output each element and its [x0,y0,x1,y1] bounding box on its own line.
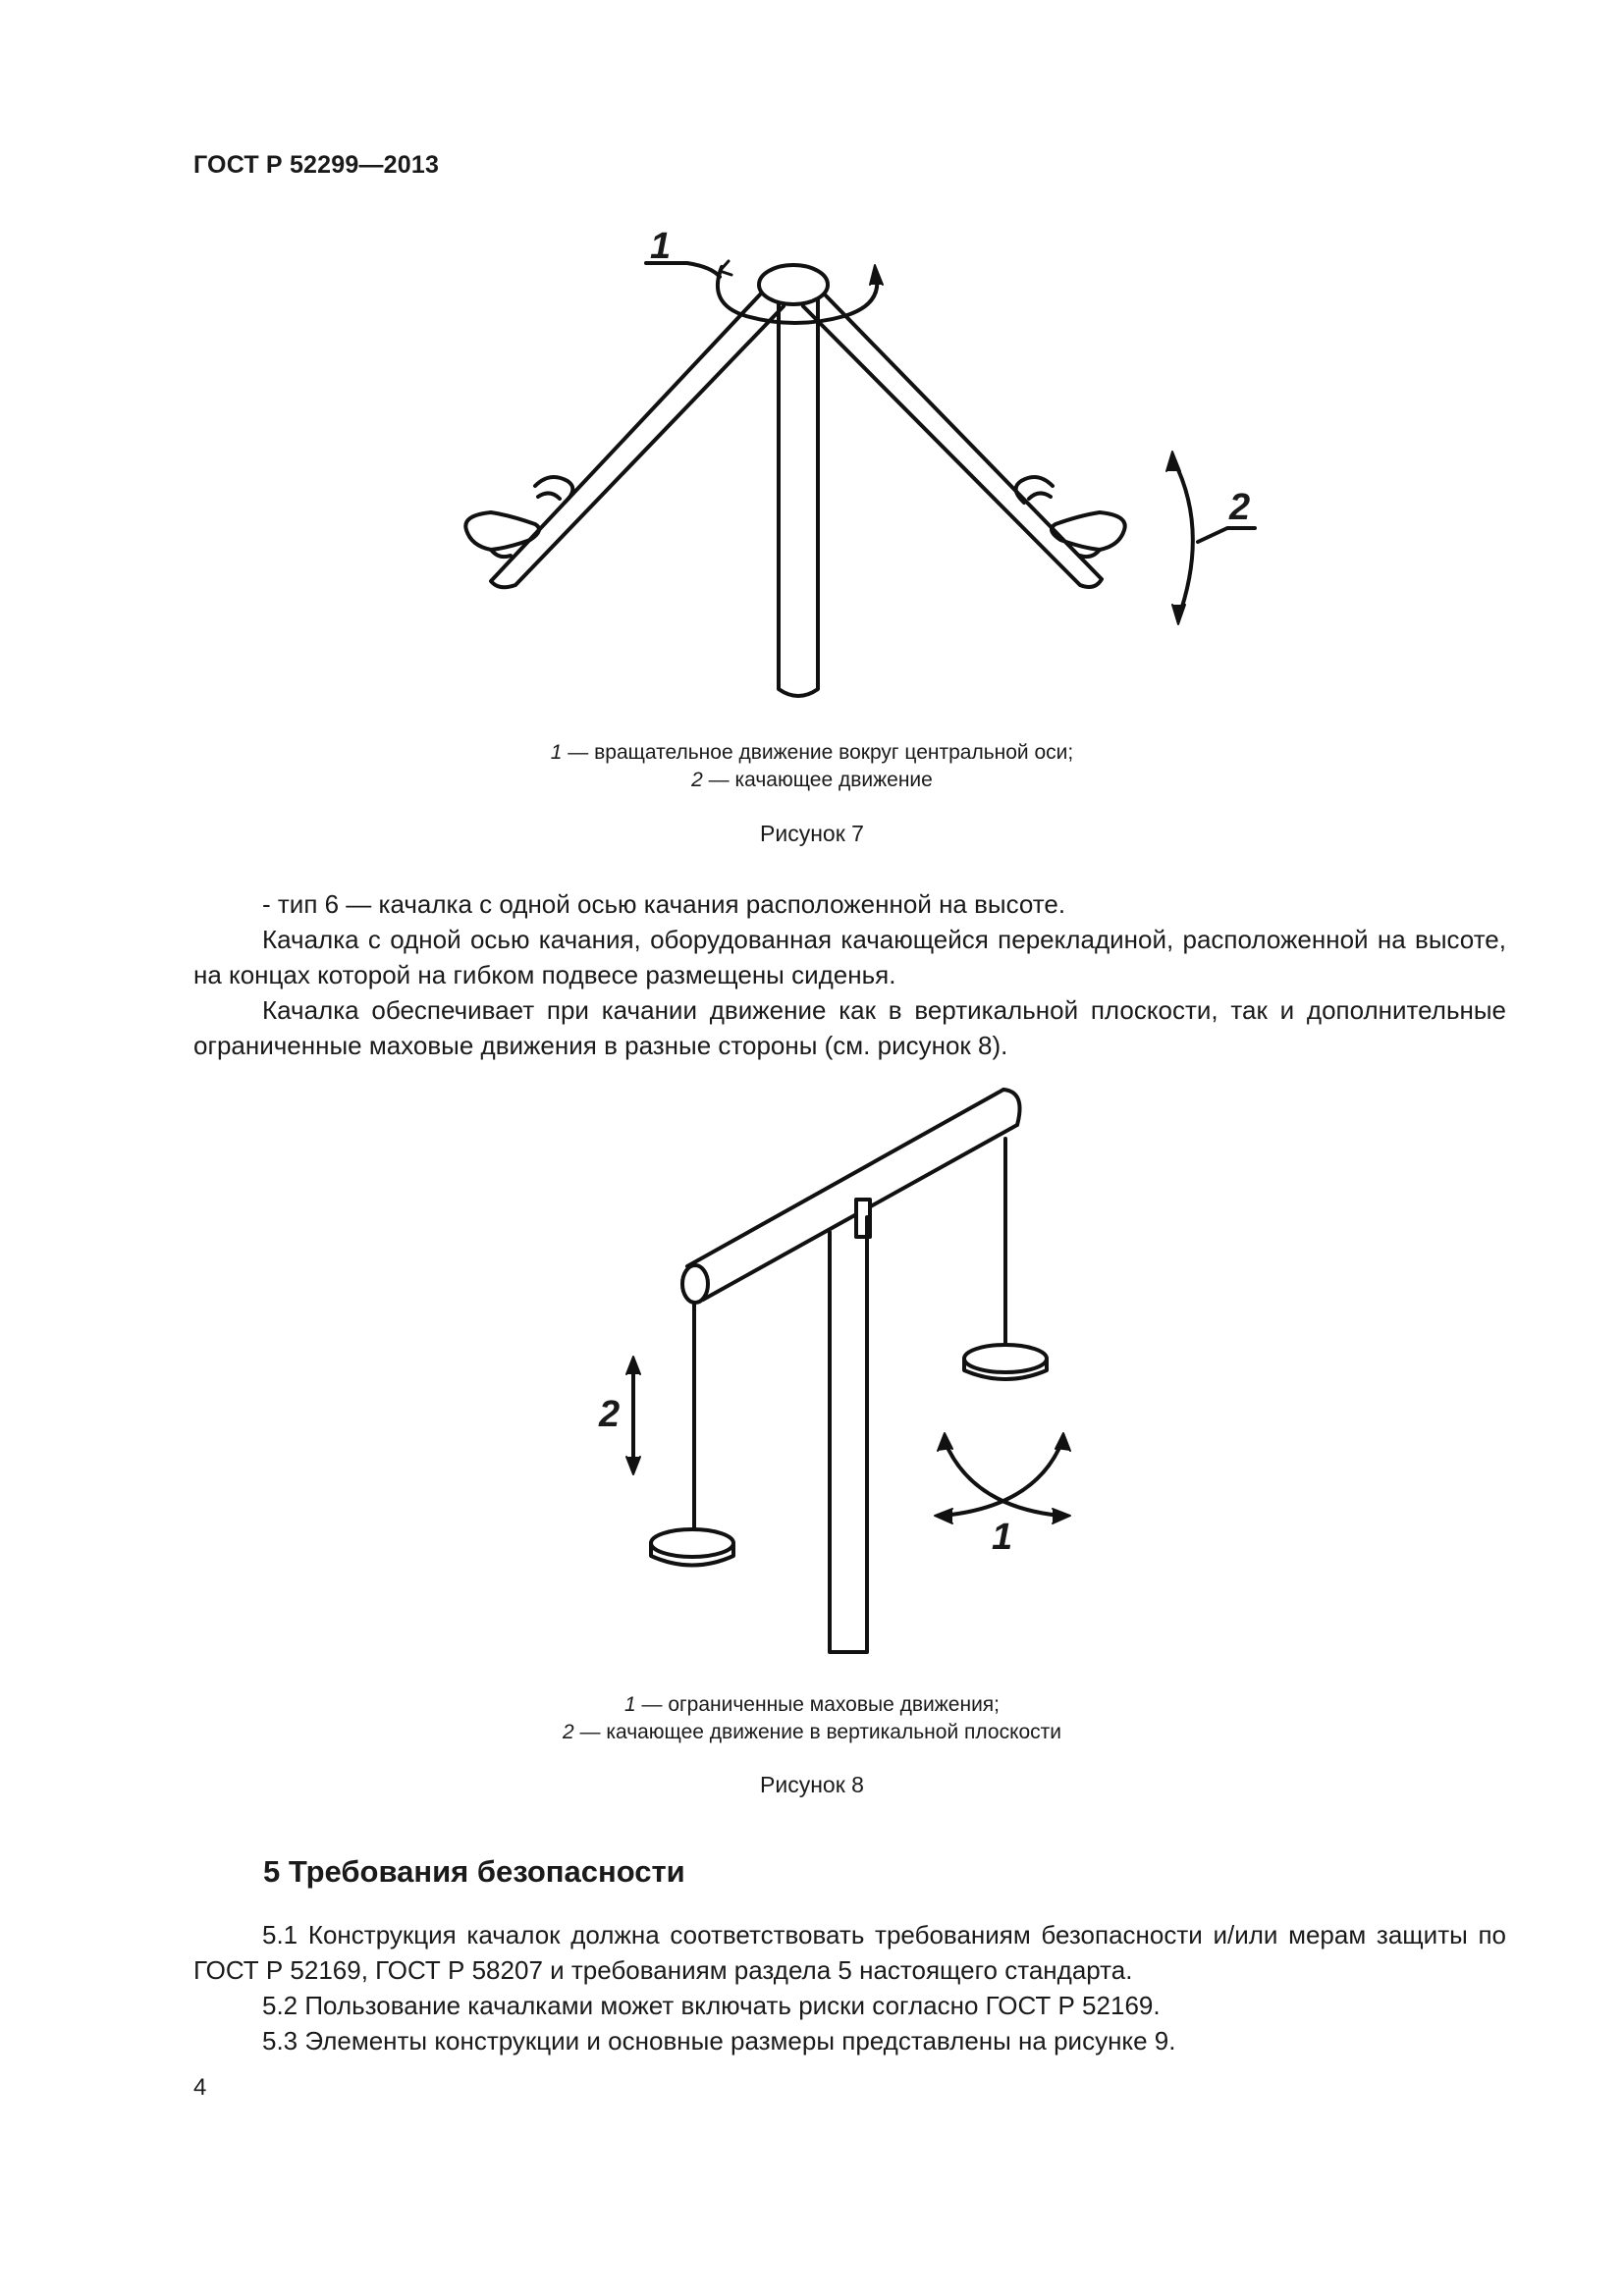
figure-8-label-2: 2 [599,1394,621,1435]
page-number: 4 [193,2074,207,2101]
figure-7-caption: Рисунок 7 [760,821,864,846]
paragraph-type-6: - тип 6 — качалка с одной осью качания расположенной на высоте. [262,889,1066,919]
figure-8-label-1: 1 [992,1517,1013,1558]
paragraph-5-3: 5.3 Элементы конструкции и основные размеры представлены на рисунке 9. [262,2026,1176,2056]
right-seat [1052,512,1125,550]
legend-line: 1 — вращательное движение вокруг центральной оси; [550,741,1074,764]
document-header: ГОСТ Р 52299—2013 [193,151,440,179]
hub-top [759,265,828,304]
beam [687,1090,1017,1300]
left-handle [535,477,572,503]
paragraph-5-1: 5.1 Конструкция качалок должна соответствовать требованиям безопасности и/или мерам защиты по ГОСТ Р 52169, ГОСТ Р 58207 и требованиям раздела 5 настоящего стандарта. [193,1920,1506,1985]
beam-end-left [682,1265,708,1303]
right-arm [803,293,1102,587]
figure-8-caption: Рисунок 8 [760,1772,864,1797]
central-post [779,299,818,696]
legend-line: 1 — ограниченные маховые движения; [623,1693,1001,1716]
legend-line: 2 — качающее движение в вертикальной плоскости [562,1721,1062,1743]
left-arm [491,293,784,587]
paragraph-swing-motion: Качалка обеспечивает при качании движение как в вертикальной плоскости, так и дополнительные ограниченные маховые движения в разные стороны (см. рисунок 8). [193,995,1506,1060]
swing-arrow-a [945,1441,1060,1516]
paragraph-5-2: 5.2 Пользование качалками может включать риски согласно ГОСТ Р 52169. [262,1991,1161,2020]
figure-7-drawing [432,221,1276,712]
figure-7-label-2: 2 [1229,487,1251,528]
figure-8-legend [0,1691,1624,1746]
paragraph-swing-description: Качалка с одной осью качания, оборудованная качающейся перекладиной, расположенной на высоте, на концах которой на гибком подвесе размещены сиденья. [193,925,1506,989]
right-handle [1016,477,1053,503]
left-seat-top [651,1529,733,1557]
figure-8-drawing [589,1080,1100,1669]
figure-7-label-1: 1 [650,226,672,267]
leader-2 [1198,528,1255,542]
section-5-heading: 5 Требования безопасности [263,1854,685,1889]
swing-arrow-b [943,1441,1062,1516]
central-post [830,1217,867,1652]
rocking-arrow [1173,459,1193,618]
right-seat-top [964,1345,1047,1372]
figure-7-legend [0,739,1624,794]
legend-line: 2 — качающее движение [691,769,933,791]
